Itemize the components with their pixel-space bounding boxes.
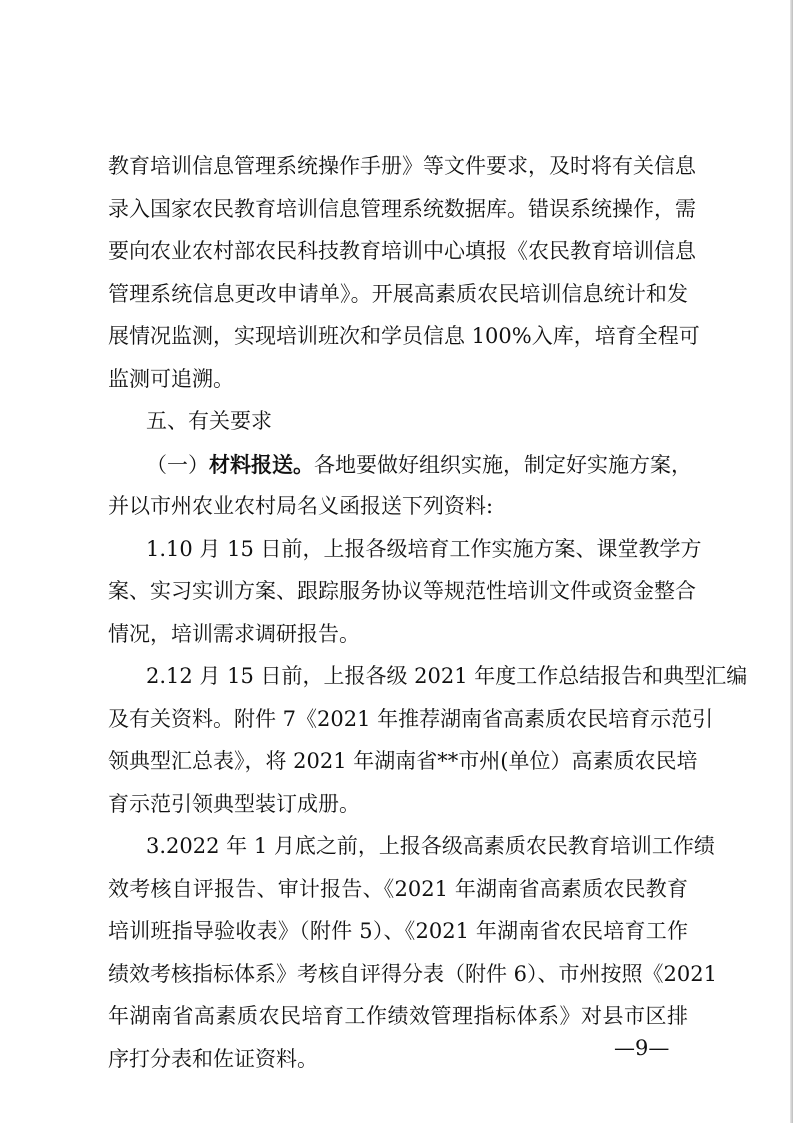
list-item-line: 2.12 月 15 日前，上报各级 2021 年度工作总结报告和典型汇编 — [146, 664, 748, 688]
document-body — [108, 152, 748, 1087]
section-heading: 五、有关要求 — [146, 409, 272, 433]
body-line: 绩效考核指标体系》考核自评得分表（附件 6）、市州按照《2021 — [108, 961, 717, 986]
body-line: 序打分表和佐证资料。 — [108, 1046, 318, 1071]
body-line: 并以市州农业农村局名义函报送下列资料: — [108, 494, 494, 518]
subsection-title: 材料报送。 — [209, 451, 314, 477]
list-item-line: 3.2022 年 1 月底之前，上报各级高素质农民教育培训工作绩 — [146, 834, 715, 858]
body-line: 教育培训信息管理系统操作手册》等文件要求，及时将有关信息 — [108, 154, 696, 178]
body-line: 监测可追溯。 — [108, 366, 234, 391]
body-line: 案、实习实训方案、跟踪服务协议等规范性培训文件或资金整合 — [108, 579, 696, 603]
page-number: —9— — [614, 1036, 670, 1060]
body-line: 年湖南省高素质农民培育工作绩效管理指标体系》对县市区排 — [108, 1004, 688, 1028]
body-line: 及有关资料。附件 7《2021 年推荐湖南省高素质农民培育示范引 — [108, 706, 714, 731]
body-line: 领典型汇总表》，将 2021 年湖南省**市州(单位）高素质农民培 — [108, 749, 698, 773]
list-item-line: 1.10 月 15 日前，上报各级培育工作实施方案、课堂教学方 — [146, 536, 702, 561]
body-line: 情况，培训需求调研报告。 — [108, 621, 360, 646]
body-line: 展情况监测，实现培训班次和学员信息 100%入库，培育全程可 — [108, 324, 700, 348]
body-line: 要向农业农村部农民科技教育培训中心填报《农民教育培训信息 — [108, 239, 696, 263]
body-line: 培训班指导验收表》（附件 5）、《2021 年湖南省农民培育工作 — [108, 919, 688, 943]
subsection-line — [108, 450, 692, 479]
body-line: 录入国家农民教育培训信息管理系统数据库。错误系统操作，需 — [108, 196, 696, 221]
body-line: 管理系统信息更改申请单》。开展高素质农民培训信息统计和发 — [108, 281, 688, 306]
body-line: 效考核自评报告、审计报告、《2021 年湖南省高素质农民教育 — [108, 876, 688, 901]
body-line: 育示范引领典型装订成册。 — [108, 791, 360, 816]
subsection-number: （一） — [146, 452, 209, 477]
subsection-text: 各地要做好组织实施，制定好实施方案， — [314, 452, 692, 477]
